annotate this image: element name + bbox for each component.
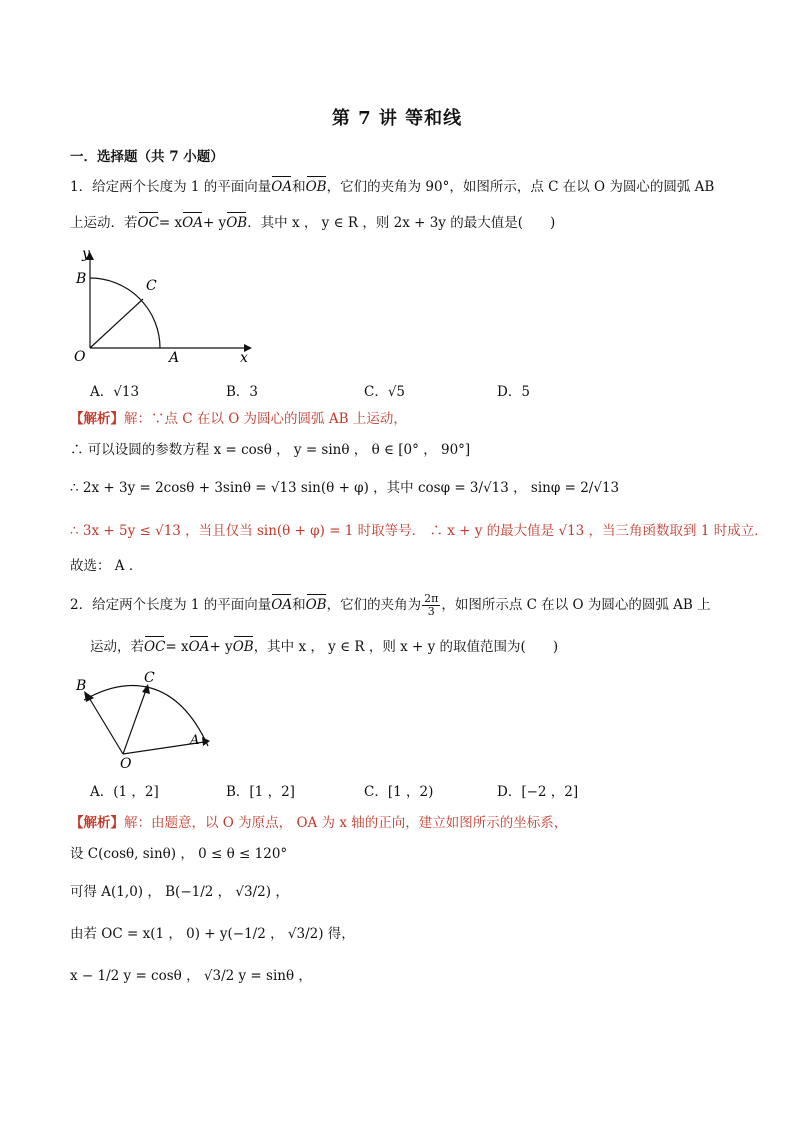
q2-stem-line2 xyxy=(90,638,558,656)
q2-option-d[interactable]: D．[−2 ，2] xyxy=(497,784,579,800)
q2-analysis-line2: 设 C(cosθ, sinθ) ， 0 ≤ θ ≤ 120° xyxy=(70,846,288,862)
q2-option-b[interactable]: B．[1 ，2] xyxy=(226,784,295,800)
vector-ob: OB xyxy=(305,179,327,195)
q2-text: 2．给定两个长度为 1 的平面向量 xyxy=(70,597,272,613)
q1-text: ．其中 x ， y ∈ R ，则 2x + 3y 的最大值是( ) xyxy=(247,215,556,231)
label-b: B xyxy=(76,271,87,287)
q1-text: + y xyxy=(202,215,227,231)
vector-ob: OB xyxy=(232,639,254,655)
q1-option-c[interactable]: C．√5 xyxy=(364,384,406,400)
q2-stem-line1 xyxy=(70,593,711,618)
label-o: O xyxy=(74,349,86,365)
q1-option-a[interactable]: A．√13 xyxy=(90,384,140,400)
page-title: 第 7 讲 等和线 xyxy=(331,108,463,129)
vector-oa: OA xyxy=(188,639,210,655)
vector-oa: OA xyxy=(182,215,203,231)
q1-text: 上运动．若 xyxy=(70,215,138,231)
q2-text: ，其中 x ， y ∈ R ，则 x + y 的取值范围为( ) xyxy=(253,639,559,655)
q2-analysis-line1 xyxy=(70,814,567,832)
q1-analysis-line5: 故选： A ． xyxy=(70,558,143,574)
q1-analysis-line2: ∴ 可以设圆的参数方程 x = cosθ ， y = sinθ ， θ ∈ [0° ， 90°] xyxy=(70,442,471,458)
vector-ob: OB xyxy=(305,597,327,613)
analysis-text: 解：∵点 C 在以 O 为圆心的圆弧 AB 上运动， xyxy=(124,411,407,427)
label-c: C xyxy=(144,670,155,686)
segment-oc xyxy=(90,299,143,348)
q1-analysis-line3: ∴ 2x + 3y = 2cosθ + 3sinθ = √13 sin(θ + φ) ，其中 cosφ = 3/√13 ， sinφ = 2/√13 xyxy=(70,480,620,496)
q1-text: 1．给定两个长度为 1 的平面向量 xyxy=(70,179,272,195)
vector-oa: OA xyxy=(271,597,293,613)
vector-oc: OC xyxy=(144,639,166,655)
label-b: B xyxy=(76,678,87,694)
section-heading: 一．选择题（共 7 小题） xyxy=(70,149,224,165)
q2-option-c[interactable]: C．[1 ，2) xyxy=(364,784,434,800)
q1-text: = x xyxy=(158,215,183,231)
q2-figure xyxy=(68,668,218,772)
label-y: y xyxy=(82,246,90,262)
vector-oc: OC xyxy=(137,215,159,231)
vector-ob-line xyxy=(88,696,123,754)
vector-ob: OB xyxy=(226,215,248,231)
q2-text: ，如图所示点 C 在以 O 为圆心的圆弧 AB 上 xyxy=(441,597,711,613)
analysis-label: 【解析】 xyxy=(70,411,124,427)
q2-text: 运动，若 xyxy=(90,639,144,655)
vector-oa-arrow xyxy=(202,737,210,746)
angle-denominator: 3 xyxy=(427,605,435,618)
q2-analysis-line3: 可得 A(1,0) ， B(−1/2 ， √3/2) ， xyxy=(70,884,289,900)
q1-figure xyxy=(68,244,258,366)
analysis-text: 解：由题意，以 O 为原点， OA 为 x 轴的正向，建立如图所示的坐标系， xyxy=(124,815,568,831)
label-x: x xyxy=(240,350,248,366)
vector-oa: OA xyxy=(271,179,293,195)
q2-analysis-line5: x − 1/2 y = cosθ ， √3/2 y = sinθ ， xyxy=(70,968,312,984)
q1-stem-line2 xyxy=(70,214,555,232)
vector-oc-line xyxy=(123,690,146,754)
q1-option-b[interactable]: B．3 xyxy=(226,384,259,400)
q1-analysis-line4: ∴ 3x + 5y ≤ √13 ，当且仅当 sin(θ + φ) = 1 时取等号． ∴ x + y 的最大值是 √13 ，当三角函数取到 1 时成立． xyxy=(70,523,768,539)
analysis-label: 【解析】 xyxy=(70,815,124,831)
angle-numerator: 2π xyxy=(424,592,439,605)
q2-text: ，它们的夹角为 xyxy=(326,597,422,613)
q1-text: ，它们的夹角为 90°，如图所示，点 C 在以 O 为圆心的圆弧 AB xyxy=(326,179,715,195)
q2-text: 和 xyxy=(292,597,306,613)
q2-text: + y xyxy=(209,639,233,655)
label-o: O xyxy=(120,756,132,772)
q1-analysis-line1 xyxy=(70,410,407,428)
label-a: A xyxy=(190,733,200,748)
q1-text: 和 xyxy=(292,179,306,195)
q2-text: = x xyxy=(165,639,189,655)
q1-stem-line1 xyxy=(70,178,714,196)
q2-option-a[interactable]: A．(1 ，2] xyxy=(90,784,159,800)
label-c: C xyxy=(146,278,157,294)
q1-option-d[interactable]: D．5 xyxy=(497,384,530,400)
q2-analysis-line4: 由若 OC = x(1 ， 0) + y(−1/2 ， √3/2) 得， xyxy=(70,926,355,942)
label-a: A xyxy=(169,350,180,366)
angle-fraction xyxy=(422,593,440,618)
